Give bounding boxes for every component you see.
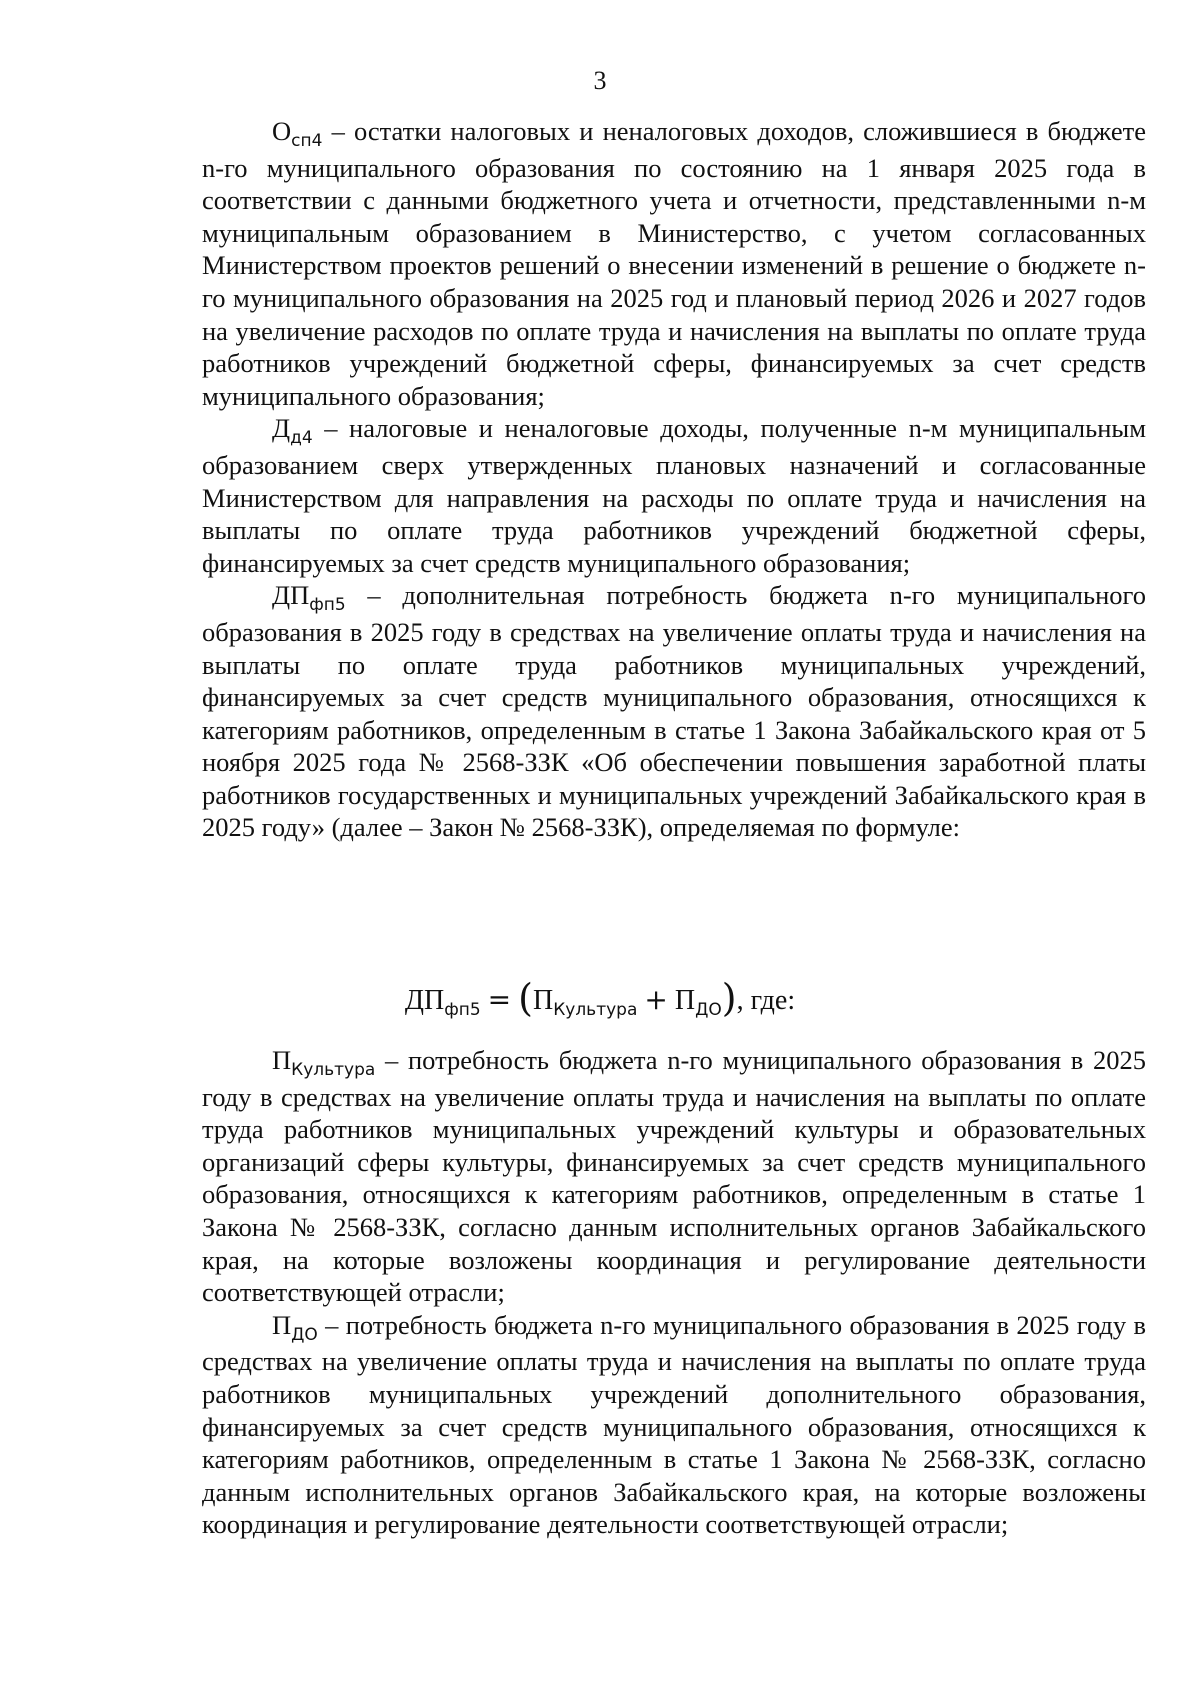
formula-term2-subscript: ДО: [695, 1000, 722, 1020]
formula-open-paren: (: [518, 976, 533, 1020]
formula-equals: =: [487, 983, 512, 1016]
formula-term1-subscript: Культура: [553, 1000, 638, 1020]
definition-subscript: д4: [290, 428, 313, 449]
definition-symbol: П: [272, 1045, 292, 1075]
formula-suffix: , где:: [736, 985, 796, 1016]
formula-lhs-symbol: ДП: [404, 985, 445, 1016]
definition-extra-revenues: [202, 412, 1146, 579]
definition-text: – потребность бюджета n-го муниципального образования в 2025 году в средствах на увеличение оплаты труда и начисления на выплаты по оплате труда работников муниципальных учреждений культуры и образовательных организаций сферы культуры, финансируемых за счет средств муниципального образования, относящихся к категориям работников, определенным в статье 1 Закона № 2568-ЗЗК, согласно данным исполнительных органов Забайкальского края, на которые возложены координация и регулирование деятельности соответствующей отрасли;: [202, 1045, 1146, 1308]
definition-culture-need: [202, 1044, 1146, 1309]
definition-text: – налоговые и неналоговые доходы, полученные n-м муниципальным образованием сверх утвержденных плановых назначений и согласованные Министерством для направления на расходы по оплате труда и начисления на выплаты по оплате труда работников учреждений бюджетной сферы, финансируемых за счет средств муниципального образования;: [202, 413, 1146, 578]
definition-text: – остатки налоговых и неналоговых доходов, сложившиеся в бюджете n-го муниципального образования по состоянию на 1 января 2025 года в соответствии с данными бюджетного учета и отчетности, представленными n-м муниципальным образованием в Министерство, с учетом согласованных Министерством проектов решений о внесении изменений в решение о бюджете n-го муниципального образования на 2025 год и плановый период 2026 и 2027 годов на увеличение расходов по оплате труда и начисления на выплаты по оплате труда работников учреждений бюджетной сферы, финансируемых за счет средств муниципального образования;: [202, 116, 1146, 411]
definition-symbol: Д: [272, 413, 291, 444]
definition-subscript: фп5: [309, 595, 346, 616]
definition-remaining-balances: [202, 115, 1146, 412]
definition-text: – потребность бюджета n-го муниципального образования в 2025 году в средствах на увеличение оплаты труда и начисления на выплаты по оплате труда работников муниципальных учреждений дополнительного образования, финансируемых за счет средств муниципального образования, относящихся к категориям работников, определенным в статье 1 Закона № 2568-ЗЗК, согласно данным исполнительных органов Забайкальского края, на которые возложены координация и регулирование деятельности соответствующей отрасли;: [202, 1309, 1146, 1540]
definitions-bottom: [202, 1044, 1146, 1541]
definitions-top: [202, 115, 1146, 844]
definition-text: – дополнительная потребность бюджета n-го муниципального образования в 2025 году в средствах на увеличение оплаты труда и начисления на выплаты по оплате труда работников муниципальных учреждений, финансируемых за счет средств муниципального образования, относящихся к категориям работников, определенным в статье 1 Закона Забайкальского края от 5 ноября 2025 года № 2568-ЗЗК «Об обеспечении повышения заработной платы работников государственных и муниципальных учреждений Забайкальского края в 2025 году» (далее – Закон № 2568-ЗЗК), определяемая по формуле:: [202, 580, 1146, 843]
formula-lhs-subscript: фп5: [444, 1000, 481, 1020]
formula-term2-symbol: П: [674, 985, 696, 1016]
definition-subscript: Культура: [291, 1060, 376, 1080]
definition-subscript: ДО: [291, 1324, 318, 1345]
definition-subscript: сп4: [291, 131, 323, 151]
definition-symbol: ДП: [272, 580, 310, 611]
formula-plus: +: [644, 983, 668, 1016]
definition-additional-need: [202, 579, 1146, 844]
formula: [0, 974, 1200, 1018]
page-number: 3: [593, 66, 607, 95]
formula-term1-symbol: П: [532, 985, 554, 1016]
definition-symbol: О: [272, 116, 292, 146]
definition-additional-education-need: [202, 1309, 1146, 1541]
definition-symbol: П: [272, 1309, 292, 1340]
formula-close-paren: ): [721, 976, 737, 1020]
